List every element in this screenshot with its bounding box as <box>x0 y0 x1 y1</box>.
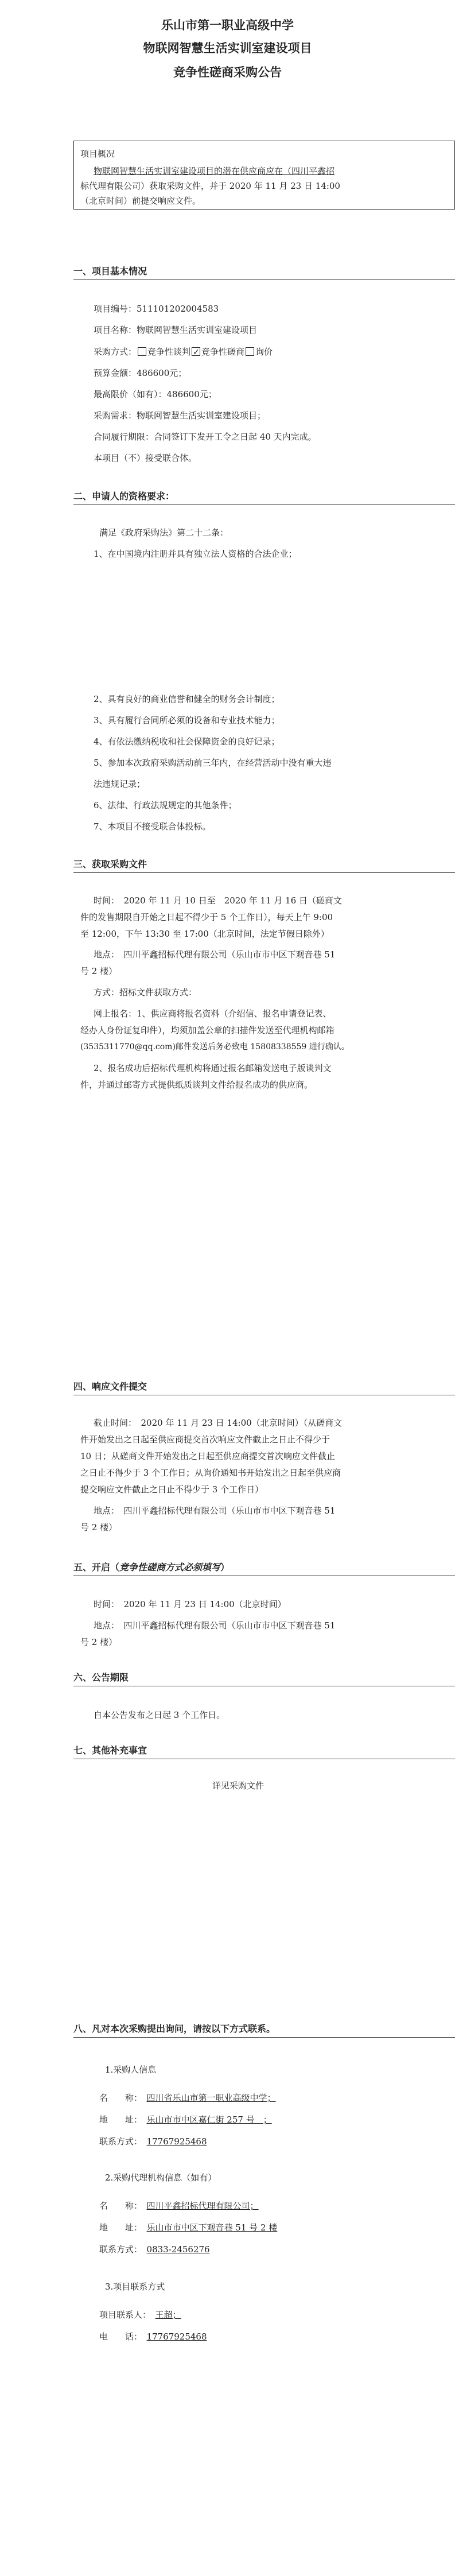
deadline-1: 截止时间： 2020 年 11 月 23 日 14:00（北京时间）（从磋商文 <box>94 1418 343 1428</box>
obtain-way-4: 2、报名成功后招标代理机构将通过报名邮箱发送电子版谈判文 <box>94 1063 332 1073</box>
agent-address: 地 址： 乐山市市中区下观音巷 51 号 2 楼 <box>99 2222 278 2233</box>
overview-line-2: 标代理有限公司）获取采购文件，并于 2020 年 11 月 23 日 14:00 <box>80 181 340 191</box>
section-3-heading: 三、获取采购文件 <box>73 859 147 870</box>
qualification-item-5-cont: 法违规记录； <box>94 779 146 789</box>
qualification-intro: 满足《政府采购法》第二十二条： <box>99 527 229 538</box>
qualification-item-6: 6、法律、行政法规规定的其他条件； <box>94 800 237 810</box>
section-1-heading: 一、项目基本情况 <box>73 266 147 277</box>
section-8-heading: 八、凡对本次采购提出询问，请按以下方式联系。 <box>73 2023 276 2034</box>
project-title: 物联网智慧生活实训室建设项目 <box>143 41 312 55</box>
budget: 预算金额：486600元； <box>94 368 187 378</box>
qualification-item-1: 1、在中国境内注册并具有独立法人资格的合法企业； <box>94 549 297 559</box>
submit-place: 地点： 四川平鑫招标代理有限公司（乐山市市中区下观音巷 51 <box>94 1506 336 1516</box>
overview-line-3: （北京时间）前提交响应文件。 <box>80 196 201 206</box>
buyer-phone: 联系方式： 17767925468 <box>99 2136 207 2147</box>
obtain-way: 方式：招标文件获取方式： <box>94 987 197 998</box>
deadline-3: 10 日；从磋商文件开始发出之日起至供应商提交首次响应文件截止 <box>80 1451 335 1461</box>
agent-phone: 联系方式： 0833-2456276 <box>99 2244 210 2255</box>
qualification-item-7: 7、本项目不接受联合体投标。 <box>94 821 211 832</box>
qualification-item-3: 3、具有履行合同所必须的设备和专业技术能力； <box>94 715 280 726</box>
submit-place-2: 号 2 楼） <box>80 1522 118 1533</box>
project-name: 项目名称：物联网智慧生活实训室建设项目 <box>94 325 258 335</box>
procurement-method: 采购方式： 竞争性谈判✓ 竞争性磋商 询价 <box>94 344 432 359</box>
opening-time: 时间： 2020 年 11 月 23 日 14:00（北京时间） <box>94 1599 286 1609</box>
obtain-way-5: 件，并通过邮寄方式提供纸质谈判文件给报名成功的供应商。 <box>80 1080 313 1090</box>
obtain-way-1: 网上报名：1、供应商将报名资料（介绍信、报名申请登记表、 <box>94 1008 332 1019</box>
requirement: 采购需求：物联网智慧生活实训室建设项目； <box>94 410 266 421</box>
checkbox-negotiation <box>138 347 146 356</box>
opening-place: 地点： 四川平鑫招标代理有限公司（乐山市市中区下观音巷 51 <box>94 1620 336 1631</box>
opening-place-2: 号 2 楼） <box>80 1637 118 1647</box>
contract-duration: 合同履行期限：合同签订下发开工令之日起 40 天内完成。 <box>94 432 317 442</box>
section-2-heading: 二、申请人的资格要求： <box>73 491 175 502</box>
section-4-heading: 四、响应文件提交 <box>73 1381 147 1392</box>
overview-line-1: 物联网智慧生活实训室建设项目的潜在供应商应在（四川平鑫招 <box>94 166 335 176</box>
obtain-place: 地点： 四川平鑫招标代理有限公司（乐山市市中区下观音巷 51 <box>94 949 336 960</box>
consortium: 本项目（不）接受联合体。 <box>94 453 197 463</box>
max-price: 最高限价（如有）：486600元； <box>94 389 217 399</box>
section-6-heading: 六、公告期限 <box>73 1672 129 1683</box>
announcement-title: 竞争性磋商采购公告 <box>173 65 282 79</box>
obtain-time-1: 时间： 2020 年 11 月 10 日至 2020 年 11 月 16 日（磋商文 <box>94 895 342 906</box>
school-title: 乐山市第一职业高级中学 <box>161 18 294 32</box>
contact-phone: 电 话： 17767925468 <box>99 2331 207 2342</box>
qualification-item-5: 5、参加本次政府采购活动前三年内，在经营活动中没有重大违 <box>94 758 332 768</box>
obtain-place-2: 号 2 楼） <box>80 966 118 976</box>
contact-title: 3.项目联系方式 <box>105 2282 165 2292</box>
obtain-time-3: 至 12:00，下午 13:30 至 17:00（北京时间，法定节假日除外） <box>80 929 329 939</box>
qualification-item-2: 2、具有良好的商业信誉和健全的财务会计制度； <box>94 694 280 704</box>
agent-name: 名 称： 四川平鑫招标代理有限公司； <box>99 2201 259 2211</box>
obtain-way-2: 经办人身份证复印件），均须加盖公章的扫描件发送至代理机构邮箱 <box>80 1025 335 1035</box>
deadline-5: 提交响应文件截止之日止不得少于 3 个工作日） <box>80 1484 264 1495</box>
obtain-time-2: 件的发售期限自开始之日起不得少于 5 个工作日），每天上午 9:00 <box>80 912 333 922</box>
deadline-4: 之日止不得少于 3 个工作日；从询价通知书开始发出之日起至供应商 <box>80 1468 341 1478</box>
buyer-name: 名 称： 四川省乐山市第一职业高级中学； <box>99 2093 276 2103</box>
section-8-rule <box>73 2037 455 2038</box>
checkbox-consultation <box>192 347 200 356</box>
qualification-item-4: 4、有依法缴纳税收和社会保障资金的良好记录； <box>94 736 280 747</box>
obtain-way-3: (3535311770@qq.com)邮件发送后务必致电 15808338559 进行确认。 <box>80 1042 349 1052</box>
other-matters: 详见采购文件 <box>212 1780 265 1791</box>
agent-info-title: 2.采购代理机构信息（如有） <box>105 2172 217 2183</box>
overview-title: 项目概况 <box>80 149 115 159</box>
section-5-heading: 五、开启（竞争性磋商方式必须填写） <box>73 1562 230 1573</box>
section-3-rule <box>73 872 455 873</box>
notice-period: 自本公告发布之日起 3 个工作日。 <box>94 1710 225 1720</box>
contact-person: 项目联系人： 王超； <box>99 2310 181 2320</box>
checkbox-inquiry <box>246 347 254 356</box>
buyer-info-title: 1.采购人信息 <box>105 2065 157 2075</box>
section-7-heading: 七、其他补充事宜 <box>73 1745 147 1756</box>
project-code: 项目编号：511101202004583 <box>94 304 219 314</box>
buyer-address: 地 址： 乐山市市中区嘉仁街 257 号 ； <box>99 2115 272 2125</box>
deadline-2: 件开始发出之日起至供应商提交首次响应文件截止之日止不得少于 <box>80 1434 330 1445</box>
